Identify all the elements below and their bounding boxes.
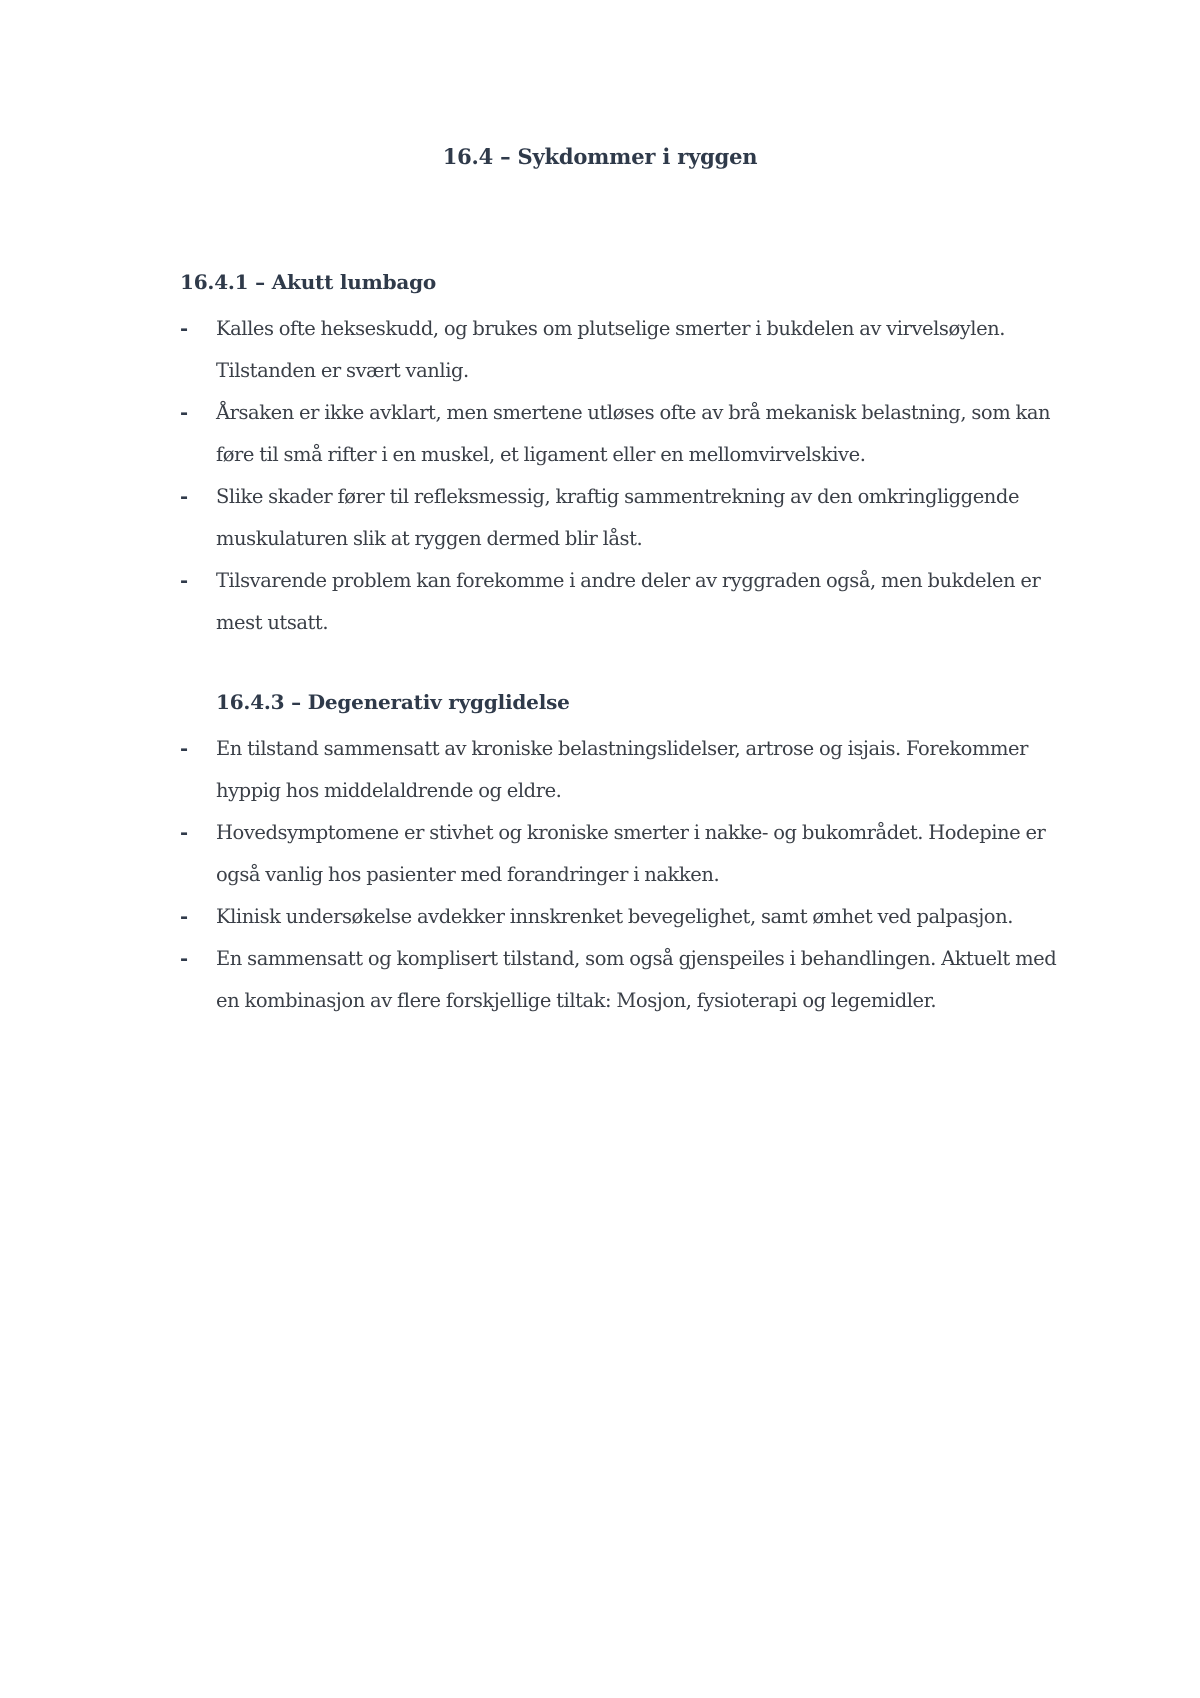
list-item-text: Hovedsymptomene er stivhet og kroniske smerter i nakke- og bukområdet. Hodepine er også vanlig hos pasienter med forandringer i nakken. bbox=[216, 821, 1046, 886]
list-item-text: En sammensatt og komplisert tilstand, som også gjenspeiles i behandlingen. Aktuelt med en kombinasjon av flere forskjellige tiltak: Mosjon, fysioterapi og legemidler. bbox=[216, 947, 1057, 1012]
bullet-dash-icon: - bbox=[180, 401, 188, 424]
list-item bbox=[180, 728, 1060, 812]
bullet-dash-icon: - bbox=[180, 905, 188, 928]
bullet-dash-icon: - bbox=[180, 485, 188, 508]
section-heading: 16.4.3 – Degenerativ rygglidelse bbox=[216, 690, 570, 714]
list-item-text: Årsaken er ikke avklart, men smertene utløses ofte av brå mekanisk belastning, som kan føre til små rifter i en muskel, et ligament eller en mellomvirvelskive. bbox=[216, 401, 1051, 466]
list-item-text: Tilsvarende problem kan forekomme i andre deler av ryggraden også, men bukdelen er mest utsatt. bbox=[216, 569, 1041, 634]
list-item-text: Klinisk undersøkelse avdekker innskrenket bevegelighet, samt ømhet ved palpasjon. bbox=[216, 905, 1013, 928]
list-item-text: En tilstand sammensatt av kroniske belastningslidelser, artrose og isjais. Forekommer hyppig hos middelaldrende og eldre. bbox=[216, 737, 1029, 802]
list-item bbox=[180, 476, 1060, 560]
list-item bbox=[180, 308, 1060, 392]
bullet-list bbox=[180, 308, 1060, 644]
bullet-dash-icon: - bbox=[180, 947, 188, 970]
bullet-dash-icon: - bbox=[180, 317, 188, 340]
list-item bbox=[180, 938, 1060, 1022]
bullet-dash-icon: - bbox=[180, 569, 188, 592]
section-degenerativ-rygglidelse bbox=[180, 688, 1060, 1022]
list-item bbox=[180, 392, 1060, 476]
page-title: 16.4 – Sykdommer i ryggen bbox=[442, 144, 758, 169]
list-item bbox=[180, 560, 1060, 644]
list-item bbox=[180, 896, 1060, 938]
bullet-list bbox=[180, 728, 1060, 1022]
list-item bbox=[180, 812, 1060, 896]
list-item-text: Kalles ofte hekseskudd, og brukes om plutselige smerter i bukdelen av virvelsøylen. Tilstanden er svært vanlig. bbox=[216, 317, 1006, 382]
bullet-dash-icon: - bbox=[180, 737, 188, 760]
list-item-text: Slike skader fører til refleksmessig, kraftig sammentrekning av den omkringliggende muskulaturen slik at ryggen dermed blir låst. bbox=[216, 485, 1020, 550]
bullet-dash-icon: - bbox=[180, 821, 188, 844]
section-akutt-lumbago bbox=[180, 268, 1060, 644]
section-heading: 16.4.1 – Akutt lumbago bbox=[180, 270, 437, 294]
